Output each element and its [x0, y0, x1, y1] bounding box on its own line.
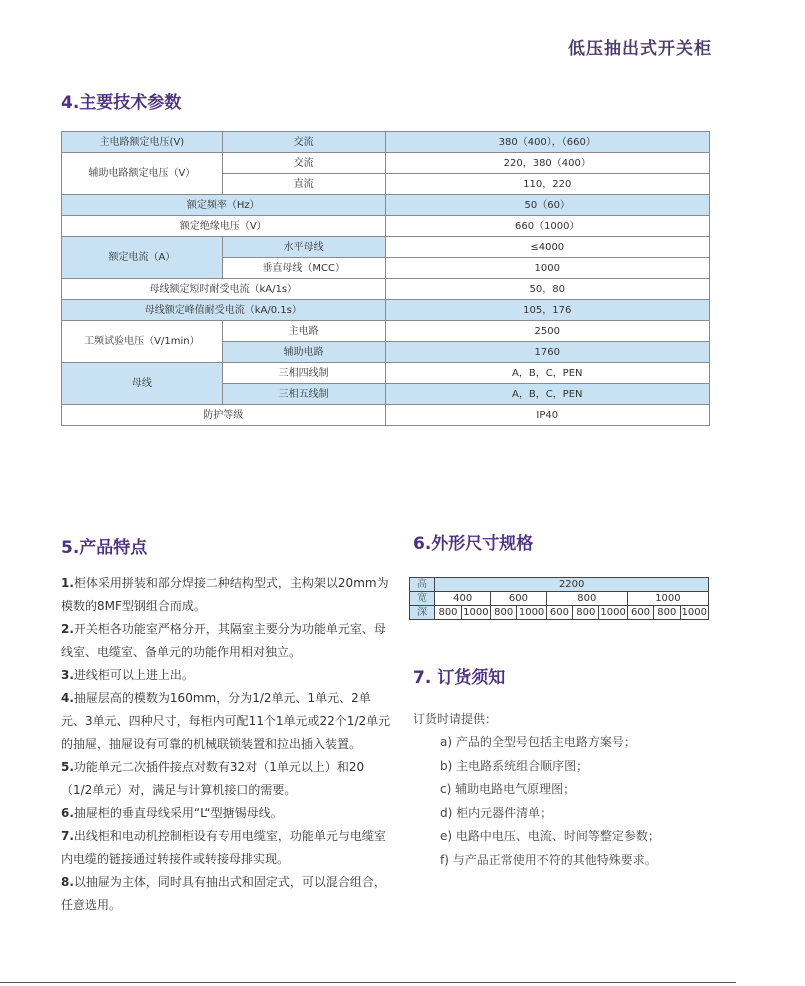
list-item [61, 687, 391, 756]
dim-label-height: 高 [410, 578, 435, 592]
table-row [62, 237, 710, 258]
spec-value: A，B，C，PEN [385, 384, 709, 405]
page-header-title: 低压抽出式开关柜 [568, 39, 712, 59]
list-item [61, 572, 391, 618]
order-list [440, 731, 660, 872]
dim-depth-value: 1000 [518, 606, 545, 618]
table-row [62, 321, 710, 342]
spec-value: 1760 [385, 342, 709, 363]
table-row [62, 363, 710, 384]
table-row [62, 405, 710, 426]
list-item: b) 主电路系统组合顺序图； [440, 758, 589, 773]
list-item: e) 电路中电压、电流、时间等整定参数； [440, 829, 660, 843]
section-title-features: 5.产品特点 [61, 538, 148, 558]
spec-label: 额定绝缘电压（V） [62, 216, 386, 237]
list-item [61, 825, 391, 871]
list-item [61, 756, 391, 802]
table-row [62, 153, 710, 174]
spec-value: 380（400），（660） [385, 132, 709, 153]
spec-label: 额定频率（Hz） [62, 195, 386, 216]
spec-value: 105，176 [385, 300, 709, 321]
spec-sublabel: 三相四线制 [222, 363, 385, 384]
dim-depth-value: 600 [627, 606, 653, 620]
dim-depth-value: 800 [654, 606, 680, 620]
spec-value: 50，80 [385, 279, 709, 300]
spec-label: 母线额定短时耐受电流（kA/1s） [62, 279, 386, 300]
list-item [61, 618, 391, 664]
dim-width-value: 400 [435, 592, 491, 606]
feature-text: 开关柜各功能室严格分开，其隔室主要分为功能单元室、母线室、电缆室、备单元的功能作用相对独立。 [61, 622, 386, 659]
feature-text: 柜体采用拼装和部分焊接二种结构型式，主构架以20mm为模数的8MF型钢组合而成。 [61, 576, 389, 613]
spec-value: 660（1000） [385, 216, 709, 237]
feature-number: 2. [61, 622, 74, 636]
order-intro: 订货时请提供： [413, 712, 498, 726]
spec-label: 主电路额定电压(V) [62, 132, 223, 153]
feature-number: 5. [61, 760, 74, 774]
dim-label-depth: 深 [410, 606, 435, 620]
spec-label: 辅助电路额定电压（V） [62, 153, 223, 195]
table-row [62, 300, 710, 321]
spec-sublabel: 三相五线制 [222, 384, 385, 405]
dimensions-table [409, 577, 709, 620]
dim-width-value: 600 [491, 592, 547, 606]
table-row [62, 279, 710, 300]
feature-text: 以抽屉为主体，同时具有抽出式和固定式，可以混合组合，任意选用。 [61, 875, 386, 912]
spec-label: 防护等级 [62, 405, 386, 426]
section-title-dimensions: 6.外形尺寸规格 [413, 534, 534, 554]
spec-sublabel: 辅助电路 [222, 342, 385, 363]
dim-depth-value: 800 [491, 606, 517, 620]
spec-value: 50（60） [385, 195, 709, 216]
spec-value: 2500 [385, 321, 709, 342]
section-title-specs: 4.主要技术参数 [61, 93, 182, 113]
spec-sublabel: 交流 [222, 132, 385, 153]
list-item [61, 871, 391, 917]
list-item: f) 与产品正常使用不符的其他特殊要求。 [440, 852, 657, 867]
dim-depth-value: 800 [435, 606, 461, 620]
spec-label: 工频试验电压（V/1min） [62, 321, 223, 363]
table-row [410, 592, 709, 606]
feature-number: 8. [61, 875, 74, 889]
feature-text: 功能单元二次插件接点对数有32对（1单元以上）和20（1/2单元）对，满足与计算机接口的需要。 [61, 760, 365, 797]
technical-specs-table [61, 131, 710, 426]
section-title-ordering: 7. 订货须知 [413, 668, 506, 688]
dim-depth-value: 600 [546, 606, 572, 620]
list-item: d) 柜内元器件清单； [440, 805, 553, 820]
spec-value: A，B，C，PEN [385, 363, 709, 384]
feature-number: 1. [61, 576, 74, 590]
dim-height-value: 2200 [435, 578, 709, 592]
spec-label: 母线额定峰值耐受电流（kA/0.1s） [62, 300, 386, 321]
spec-label: 母线 [62, 363, 223, 405]
dim-depth-value: 1000 [463, 606, 489, 618]
dim-width-value: 1000 [627, 592, 708, 606]
dim-width-value: 800 [546, 592, 627, 606]
table-row [62, 132, 710, 153]
list-item: c) 辅助电路电气原理图； [440, 782, 576, 796]
table-row [410, 606, 709, 620]
feature-number: 3. [61, 668, 74, 682]
dim-label-width: 宽 [410, 592, 435, 606]
dim-depth-value: 800 [573, 606, 599, 620]
table-row [62, 216, 710, 237]
spec-label: 额定电流（A） [62, 237, 223, 279]
spec-value: 110，220 [385, 174, 709, 195]
spec-sublabel: 直流 [222, 174, 385, 195]
list-item: a) 产品的全型号包括主电路方案号； [440, 735, 636, 749]
features-list [61, 572, 391, 917]
spec-value: IP40 [385, 405, 709, 426]
list-item [61, 664, 391, 687]
dim-depth-value: 1000 [681, 606, 707, 618]
spec-value: ≤4000 [385, 237, 709, 258]
table-row [410, 578, 709, 592]
feature-text: 抽屉层高的模数为160mm，分为1/2单元、1单元、2单元、3单元、四种尺寸，每柜内可配11个1单元或22个1/2单元的抽屉，抽屉设有可靠的机械联锁装置和拉出插入装置。 [61, 691, 391, 751]
table-row [62, 195, 710, 216]
feature-number: 6. [61, 806, 74, 820]
footer-divider [0, 982, 736, 983]
feature-text: 出线柜和电动机控制柜设有专用电缆室，功能单元与电缆室内电缆的链接通过转接件或转接母排实现。 [61, 829, 386, 866]
feature-number: 7. [61, 829, 74, 843]
spec-sublabel: 水平母线 [222, 237, 385, 258]
feature-text: 抽屉柜的垂直母线采用“L“型搪锡母线。 [73, 806, 283, 820]
spec-value: 220，380（400） [385, 153, 709, 174]
feature-text: 进线柜可以上进上出。 [73, 668, 194, 682]
dim-depth-value: 1000 [600, 606, 626, 618]
spec-sublabel: 主电路 [222, 321, 385, 342]
feature-number: 4. [61, 691, 74, 705]
spec-value: 1000 [385, 258, 709, 279]
list-item [61, 802, 391, 825]
spec-sublabel: 垂直母线（MCC） [222, 258, 385, 279]
spec-sublabel: 交流 [222, 153, 385, 174]
